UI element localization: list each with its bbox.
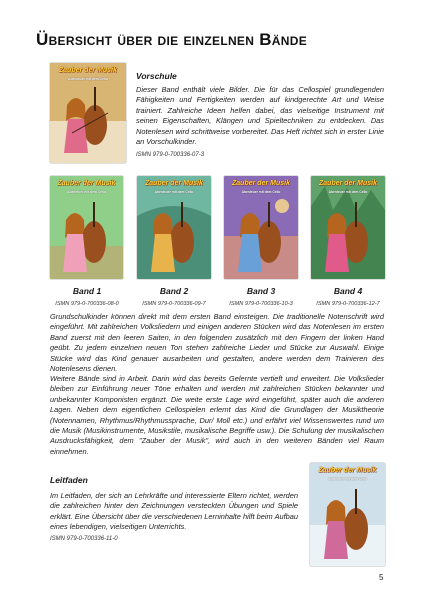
cover-vorschule-subtitle: Abenteuer mit dem Cello [68, 77, 108, 81]
vorschule-text: Dieser Band enthält viele Bilder. Die für das Cellospiel grundlegenden Fähigkeiten und Fertigkeiten werden auf kindgerechte Art und Weise trainiert. Zahlreiche Ideen helfen dabei, das vielseitige Instrument mit seinen Eigenschaften, Klängen und Spieltechniken zu entdecken. Das Notenlesen wird schrittweise vorbereitet. Das Heft richtet sich in erster Linie an Vorschulkinder. [136, 85, 384, 147]
cover-band-1-title: Zauber der Musik [57, 180, 116, 188]
cover-leitfaden-title: Zauber der Musik [318, 467, 377, 475]
cover-band-1 [50, 176, 123, 279]
page-number: 5 [379, 573, 384, 582]
cover-band-4 [311, 176, 385, 279]
cover-band-1-subtitle: Abenteuer mit dem Cello [67, 190, 106, 195]
cover-band-4-title: Zauber der Musik [319, 180, 377, 188]
cover-leitfaden-subtitle: Abenteuer mit dem Cello [328, 477, 367, 482]
leitfaden-text: Im Leitfaden, der sich an Lehrkräfte und interessierte Eltern richtet, werden die zahlreichen hinter den Zeichnungen versteckten Übungen und Spiele erklärt. Eine Übersicht über die verschiedenen Lerninhalte hilft beim Aufbau eines lebendigen, vielseitigen Unterrichts. [50, 491, 298, 532]
band-2-ismn: ISMN 979-0-700336-09-7 [142, 301, 206, 307]
leitfaden-ismn: ISMN 979-0-700336-11-0 [50, 536, 118, 542]
cover-band-3 [224, 176, 298, 279]
band-4-label: Band 4 [333, 286, 363, 296]
bands-paragraph-1: Grundschulkinder können direkt mit dem ersten Band einsteigen. Die traditionelle Notenschrift wird eingeführt. Mit zahlreichen Volksliedern und einigen anderen Stücken wird das Notenlesen im ersten Band zuerst mit den leeren Saiten, in den folgenden zusätzlich mit den Fingern der linken Hand geübt. Zu jedem einzelnen neuen Ton stehen zahlreiche Lieder und Stücke zur Auswahl. Einige Stücke wird das Kind genauer ausarbeiten und gestalten, andere werden dem Trainieren des Notenlesens dienen. [50, 312, 384, 374]
band-2-label: Band 2 [159, 286, 189, 296]
cover-vorschule-title: Zauber der Musik [59, 67, 117, 74]
cover-band-2-title: Zauber der Musik [145, 180, 203, 188]
leitfaden-heading: Leitfaden [50, 475, 88, 485]
band-1-label: Band 1 [72, 286, 102, 296]
bands-paragraph-2: Weitere Bände sind in Arbeit. Darin wird das bereits Gelernte vertieft und erweitert. Die Volkslieder bleiben zur Einführung neuer Töne erhalten und werden mit zahlreichen Stücken bekannter und unbekannter Komponisten ergänzt. Die weite erste Lage wird eingeführt, später auch die anderen Lagen. Neben dem eigentlichen Cellospielen erlernt das Kind die Grundlagen der Musiktheorie (Notennamen, Rhythmus/Rhythmussprache, Dur/ Moll etc.) und erfährt viel Wissenswertes rund um die Musik (Musikinstrumente, Musikstile, musikalische Begriffe usw.). Die Schulung der musikalischen Ausdrucksfähigkeit, dem "Zauber der Musik", wird auch in den weiteren Bänden viel Raum einnehmen. [50, 374, 384, 456]
cover-band-3-subtitle: Abenteuer mit dem Cello [241, 190, 281, 195]
cover-band-2 [137, 176, 211, 279]
cover-band-2-subtitle: Abenteuer mit dem Cello [154, 190, 194, 195]
vorschule-ismn: ISMN 979-0-700336-07-3 [136, 152, 205, 158]
vorschule-heading: Vorschule [136, 71, 177, 81]
cover-leitfaden [310, 463, 385, 566]
band-3-label: Band 3 [246, 286, 276, 296]
band-1-ismn: ISMN 979-0-700336-08-0 [55, 301, 119, 307]
cover-vorschule [50, 63, 126, 163]
cover-band-4-subtitle: Abenteuer mit dem Cello [328, 190, 368, 195]
cover-band-3-title: Zauber der Musik [232, 180, 290, 188]
band-3-ismn: ISMN 979-0-700336-10-3 [229, 301, 293, 307]
page-title: Übersicht über die einzelnen Bände [36, 30, 307, 49]
band-4-ismn: ISMN 979-0-700336-12-7 [316, 301, 380, 307]
